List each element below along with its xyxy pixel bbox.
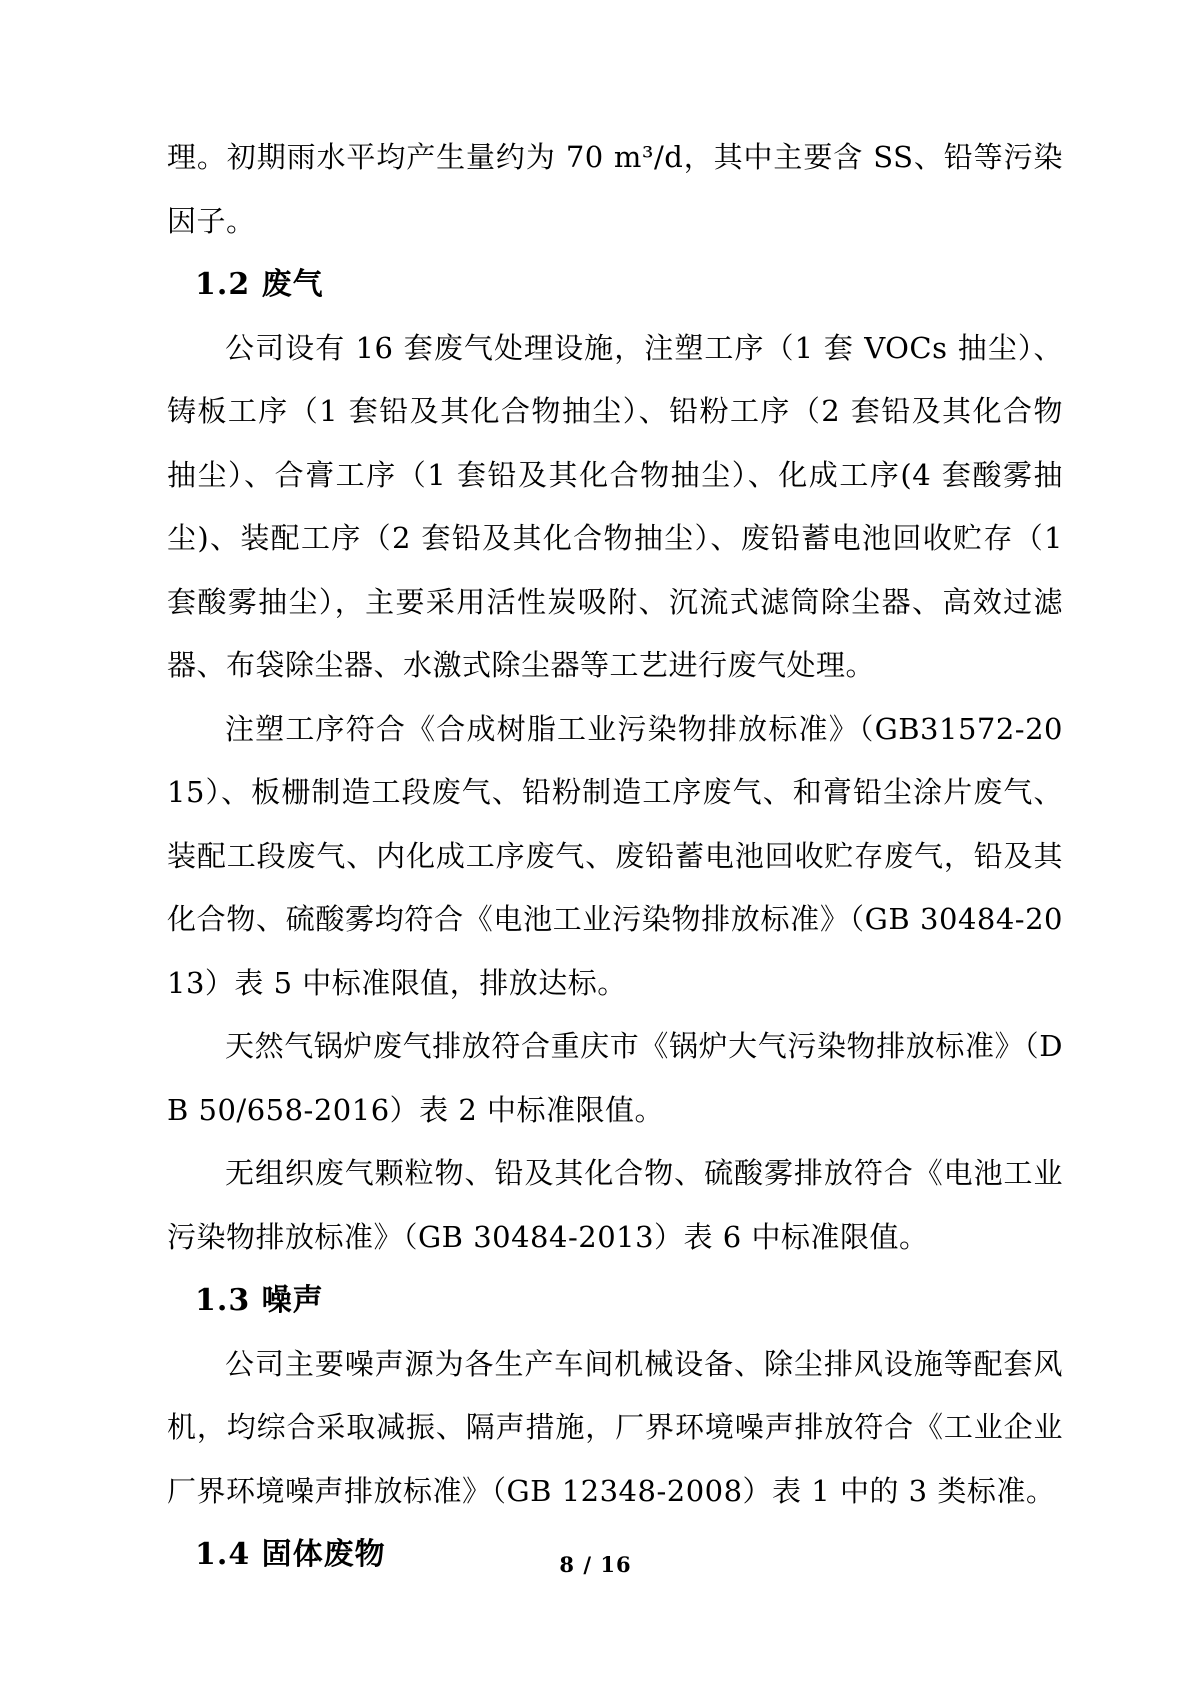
section-heading-1-4-solid-waste: 1.4 固体废物 (195, 1537, 386, 1572)
paragraph-emission-standards-table5: 注塑工序符合《合成树脂工业污染物排放标准》（GB31572-2015）、板栅制造工段废气、铅粉制造工序废气、和膏铅尘涂片废气、装配工段废气、内化成工序废气、废铅蓄电池回收贮存废气，铅及其化合物、硫酸雾均符合《电池工业污染物排放标准》（GB 30484-2013）表 5 中标准限值，排放达标。 (167, 711, 1063, 1000)
paragraph-continuation-rainwater: 理。初期雨水平均产生量约为 70 m³/d，其中主要含 SS、铅等污染因子。 (167, 140, 1063, 238)
section-heading-1-2-waste-gas: 1.2 废气 (195, 267, 324, 302)
paragraph-waste-gas-facilities: 公司设有 16 套废气处理设施，注塑工序（1 套 VOCs 抽尘）、铸板工序（1 套铅及其化合物抽尘）、铅粉工序（2 套铅及其化合物抽尘）、合膏工序（1 套铅及其化合物抽尘）、化成工序(4 套酸雾抽尘)、装配工序（2 套铅及其化合物抽尘）、废铅蓄电池回收贮存（1 套酸雾抽尘），主要采用活性炭吸附、沉流式滤筒除尘器、高效过滤器、布袋除尘器、水激式除尘器等工艺进行废气处理。 (167, 330, 1063, 682)
paragraph-boiler-emission-standard: 天然气锅炉废气排放符合重庆市《锅炉大气污染物排放标准》（DB 50/658-2016）表 2 中标准限值。 (167, 1029, 1063, 1127)
document-body (167, 126, 1063, 1587)
page-number: 8 / 16 (559, 1552, 632, 1577)
paragraph-noise-sources: 公司主要噪声源为各生产车间机械设备、除尘排风设施等配套风机，均综合采取减振、隔声措施，厂界环境噪声排放符合《工业企业厂界环境噪声排放标准》（GB 12348-2008）表 1 中的 3 类标准。 (167, 1346, 1063, 1508)
paragraph-fugitive-emission-table6: 无组织废气颗粒物、铅及其化合物、硫酸雾排放符合《电池工业污染物排放标准》（GB 30484-2013）表 6 中标准限值。 (167, 1156, 1063, 1254)
section-heading-1-3-noise: 1.3 噪声 (195, 1283, 324, 1318)
